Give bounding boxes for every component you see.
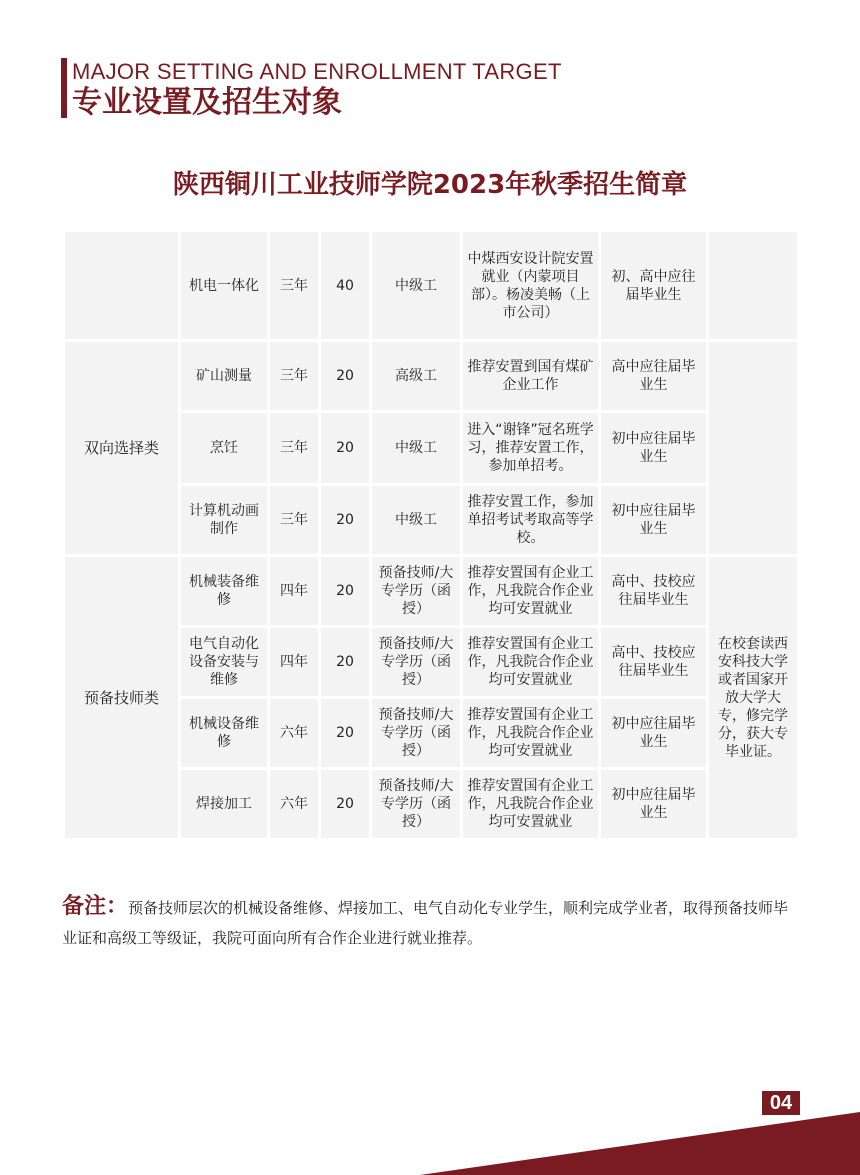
target-cell: 初中应往届毕业生 [601,486,706,554]
note-text: 预备技师层次的机械设备维修、焊接加工、电气自动化专业学生，顺利完成学业者，取得预备技师毕业证和高级工等级证，我院可面向所有合作企业进行就业推荐。 [62,899,789,947]
note-label: 备注： [62,894,129,919]
page-number: 04 [762,1091,800,1115]
major-cell: 机械设备维修 [181,699,267,767]
years-cell: 六年 [270,770,318,838]
years-cell: 六年 [270,699,318,767]
employment-cell: 推荐安置国有企业工作，凡我院合作企业均可安置就业 [463,699,598,767]
level-cell: 预备技师/大专学历（函授） [372,770,460,838]
count-cell: 20 [321,342,369,410]
remark-cell: 在校套读西安科技大学或者国家开放大学大专，修完学分，获大专毕业证。 [709,557,797,838]
years-cell: 三年 [270,232,318,339]
category-cell: 预备技师类 [65,557,178,838]
years-cell: 四年 [270,628,318,696]
level-cell: 预备技师/大专学历（函授） [372,699,460,767]
employment-cell: 推荐安置工作，参加单招考试考取高等学校。 [463,486,598,554]
chinese-section-title: 专业设置及招生对象 [72,85,342,120]
target-cell: 高中应往届毕业生 [601,342,706,410]
target-cell: 初中应往届毕业生 [601,699,706,767]
years-cell: 三年 [270,342,318,410]
employment-cell: 推荐安置国有企业工作，凡我院合作企业均可安置就业 [463,557,598,625]
count-cell: 20 [321,699,369,767]
count-cell: 20 [321,628,369,696]
level-cell: 预备技师/大专学历（函授） [372,628,460,696]
years-cell: 三年 [270,413,318,483]
count-cell: 20 [321,557,369,625]
target-cell: 初中应往届毕业生 [601,413,706,483]
major-cell: 焊接加工 [181,770,267,838]
years-cell: 四年 [270,557,318,625]
level-cell: 中级工 [372,486,460,554]
level-cell: 中级工 [372,232,460,339]
document-title: 陕西铜川工业技师学院2023年秋季招生简章 [172,170,688,200]
count-cell: 20 [321,413,369,483]
level-cell: 预备技师/大专学历（函授） [372,557,460,625]
count-cell: 20 [321,770,369,838]
employment-cell: 推荐安置国有企业工作，凡我院合作企业均可安置就业 [463,628,598,696]
major-cell: 烹饪 [181,413,267,483]
major-cell: 机械装备维修 [181,557,267,625]
years-cell: 三年 [270,486,318,554]
target-cell: 初、高中应往届毕业生 [601,232,706,339]
major-cell: 矿山测量 [181,342,267,410]
count-cell: 20 [321,486,369,554]
target-cell: 高中、技校应往届毕业生 [601,628,706,696]
english-section-title: MAJOR SETTING AND ENROLLMENT TARGET [72,59,562,84]
employment-cell: 推荐安置到国有煤矿企业工作 [463,342,598,410]
target-cell: 初中应往届毕业生 [601,770,706,838]
employment-cell: 中煤西安设计院安置就业（内蒙项目部）。杨凌美畅（上市公司） [463,232,598,339]
count-cell: 40 [321,232,369,339]
major-cell: 电气自动化设备安装与维修 [181,628,267,696]
category-cell: 双向选择类 [65,342,178,554]
target-cell: 高中、技校应往届毕业生 [601,557,706,625]
employment-cell: 推荐安置国有企业工作，凡我院合作企业均可安置就业 [463,770,598,838]
employment-cell: 进入“谢锋”冠名班学习，推荐安置工作，参加单招考。 [463,413,598,483]
major-cell: 机电一体化 [181,232,267,339]
major-cell: 计算机动画制作 [181,486,267,554]
level-cell: 中级工 [372,413,460,483]
level-cell: 高级工 [372,342,460,410]
